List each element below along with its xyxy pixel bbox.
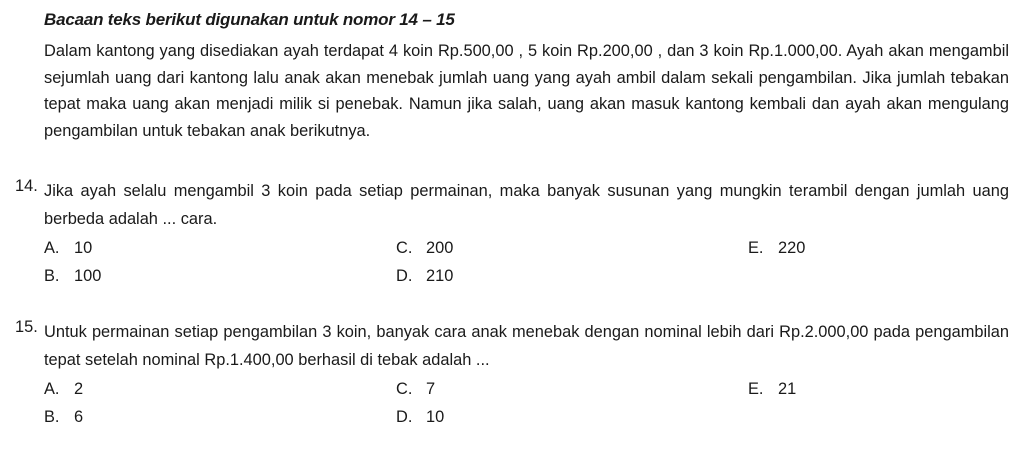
question-number: 14. [15, 177, 38, 195]
option-letter: A. [44, 380, 60, 398]
option-value: 2 [74, 380, 84, 398]
option-letter: C. [396, 239, 413, 257]
option-b [44, 408, 83, 427]
question-text: Jika ayah selalu mengambil 3 koin pada setiap permainan, maka banyak susunan yang mungkin terambil dengan jumlah uang berbeda adalah ... cara. [44, 182, 1009, 228]
option-a [44, 239, 92, 258]
option-value: 21 [778, 380, 797, 398]
option-e [748, 380, 796, 399]
option-letter: A. [44, 239, 60, 257]
option-value: 10 [426, 408, 445, 426]
option-value: 200 [426, 239, 454, 257]
passage-paragraph: Dalam kantong yang disediakan ayah terdapat 4 koin Rp.500,00 , 5 koin Rp.200,00 , dan 3 koin Rp.1.000,00. Ayah akan mengambil sejumlah uang dari kantong lalu anak akan menebak jumlah uang yang ayah ambil dalam sekali pengambilan. Jika jumlah tebakan tepat maka uang akan menjadi milik si penebak. Namun jika salah, uang akan masuk kantong kembali dan ayah akan mengulang pengambilan untuk tebakan anak berikutnya. [44, 42, 1009, 140]
option-d [396, 408, 444, 427]
option-value: 10 [74, 239, 93, 257]
option-letter: D. [396, 267, 413, 285]
option-value: 6 [74, 408, 84, 426]
option-a [44, 380, 83, 399]
option-e [748, 239, 805, 258]
option-letter: D. [396, 408, 413, 426]
option-letter: B. [44, 267, 60, 285]
option-b [44, 267, 101, 286]
option-c [396, 380, 435, 399]
option-letter: C. [396, 380, 413, 398]
option-c [396, 239, 453, 258]
section-heading: Bacaan teks berikut digunakan untuk nomor 14 – 15 [44, 10, 455, 29]
option-letter: B. [44, 408, 60, 426]
option-value: 210 [426, 267, 454, 285]
option-value: 7 [426, 380, 436, 398]
option-letter: E. [748, 380, 764, 398]
option-value: 100 [74, 267, 102, 285]
question-number: 15. [15, 318, 38, 336]
question-text: Untuk permainan setiap pengambilan 3 koin, banyak cara anak menebak dengan nominal lebih dari Rp.2.000,00 pada pengambilan tepat setelah nominal Rp.1.400,00 berhasil di tebak adalah ... [44, 323, 1009, 369]
option-letter: E. [748, 239, 764, 257]
option-d [396, 267, 453, 286]
option-value: 220 [778, 239, 806, 257]
